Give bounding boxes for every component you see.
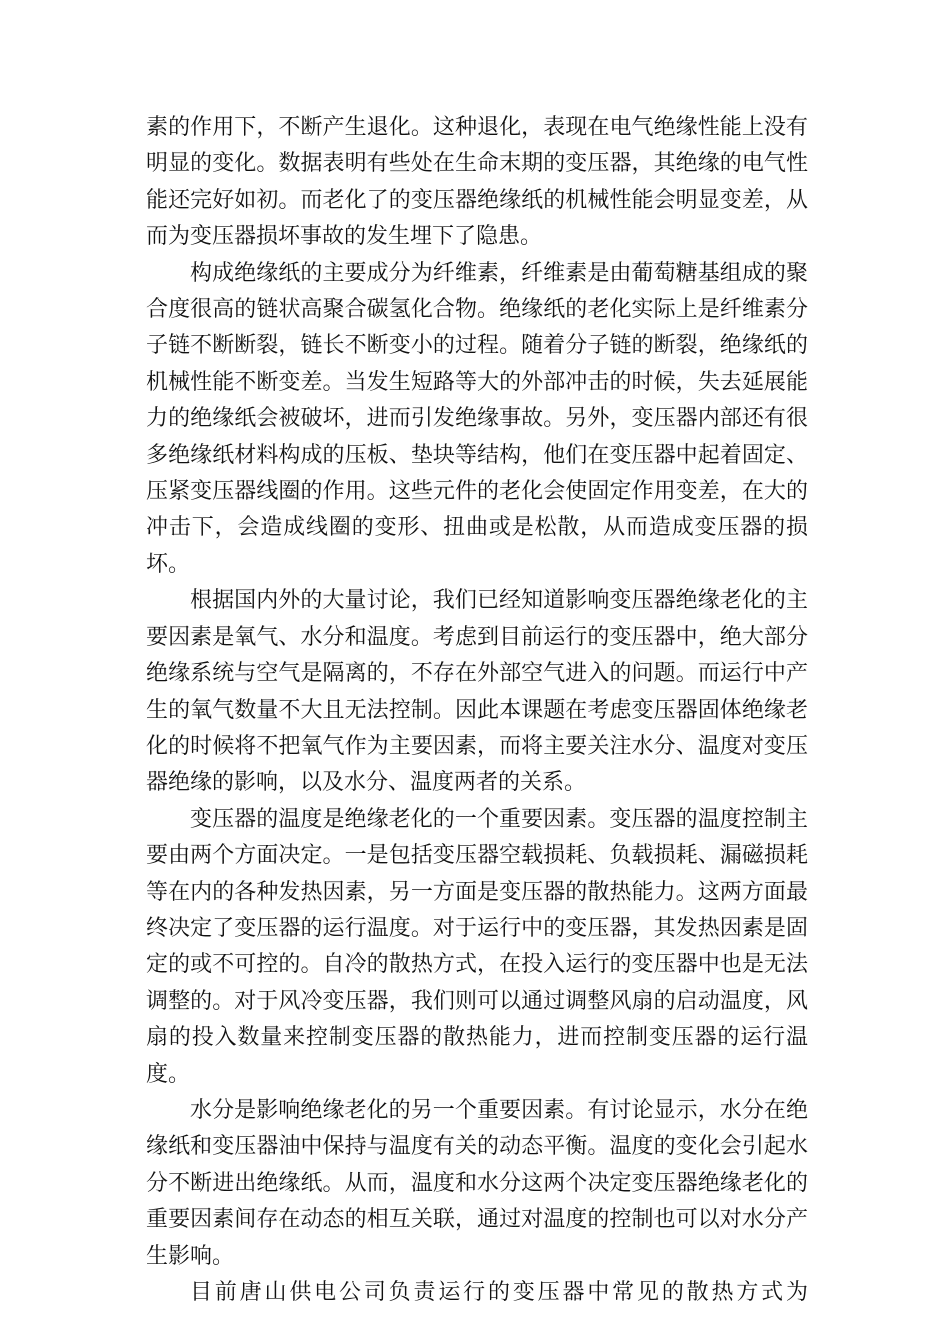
paragraph-1: 素的作用下，不断产生退化。这种退化，表现在电气绝缘性能上没有明显的变化。数据表明有些处在生命末期的变压器，其绝缘的电气性能还完好如初。而老化了的变压器绝缘纸的机械性能会明显变差，从而为变压器损坏事故的发生埋下了隐患。 bbox=[146, 115, 808, 250]
document-body bbox=[146, 110, 808, 1311]
paragraph-5: 水分是影响绝缘老化的另一个重要因素。有讨论显示，水分在绝缘纸和变压器油中保持与温度有关的动态平衡。温度的变化会引起水分不断进出绝缘纸。从而，温度和水分这两个决定变压器绝缘老化的重要因素间存在动态的相互关联，通过对温度的控制也可以对水分产生影响。 bbox=[146, 1097, 808, 1269]
paragraph-3: 根据国内外的大量讨论，我们已经知道影响变压器绝缘老化的主要因素是氧气、水分和温度。考虑到目前运行的变压器中，绝大部分绝缘系统与空气是隔离的，不存在外部空气进入的问题。而运行中产生的氧气数量不大且无法控制。因此本课题在考虑变压器固体绝缘老化的时候将不把氧气作为主要因素，而将主要关注水分、温度对变压器绝缘的影响，以及水分、温度两者的关系。 bbox=[146, 588, 808, 796]
paragraph-2: 构成绝缘纸的主要成分为纤维素，纤维素是由葡萄糖基组成的聚合度很高的链状高聚合碳氢化合物。绝缘纸的老化实际上是纤维素分子链不断断裂，链长不断变小的过程。随着分子链的断裂，绝缘纸的机械性能不断变差。当发生短路等大的外部冲击的时候，失去延展能力的绝缘纸会被破坏，进而引发绝缘事故。另外，变压器内部还有很多绝缘纸材料构成的压板、垫块等结构，他们在变压器中起着固定、压紧变压器线圈的作用。这些元件的老化会使固定作用变差，在大的冲击下，会造成线圈的变形、扭曲或是松散，从而造成变压器的损坏。 bbox=[146, 260, 808, 577]
paragraph-4: 变压器的温度是绝缘老化的一个重要因素。变压器的温度控制主要由两个方面决定。一是包括变压器空载损耗、负载损耗、漏磁损耗等在内的各种发热因素，另一方面是变压器的散热能力。这两方面最终决定了变压器的运行温度。对于运行中的变压器，其发热因素是固定的或不可控的。自冷的散热方式，在投入运行的变压器中也是无法调整的。对于风冷变压器，我们则可以通过调整风扇的启动温度，风扇的投入数量来控制变压器的散热能力，进而控制变压器的运行温度。 bbox=[146, 806, 808, 1087]
paragraph-6: 目前唐山供电公司负责运行的变压器中常见的散热方式为 bbox=[190, 1280, 808, 1305]
